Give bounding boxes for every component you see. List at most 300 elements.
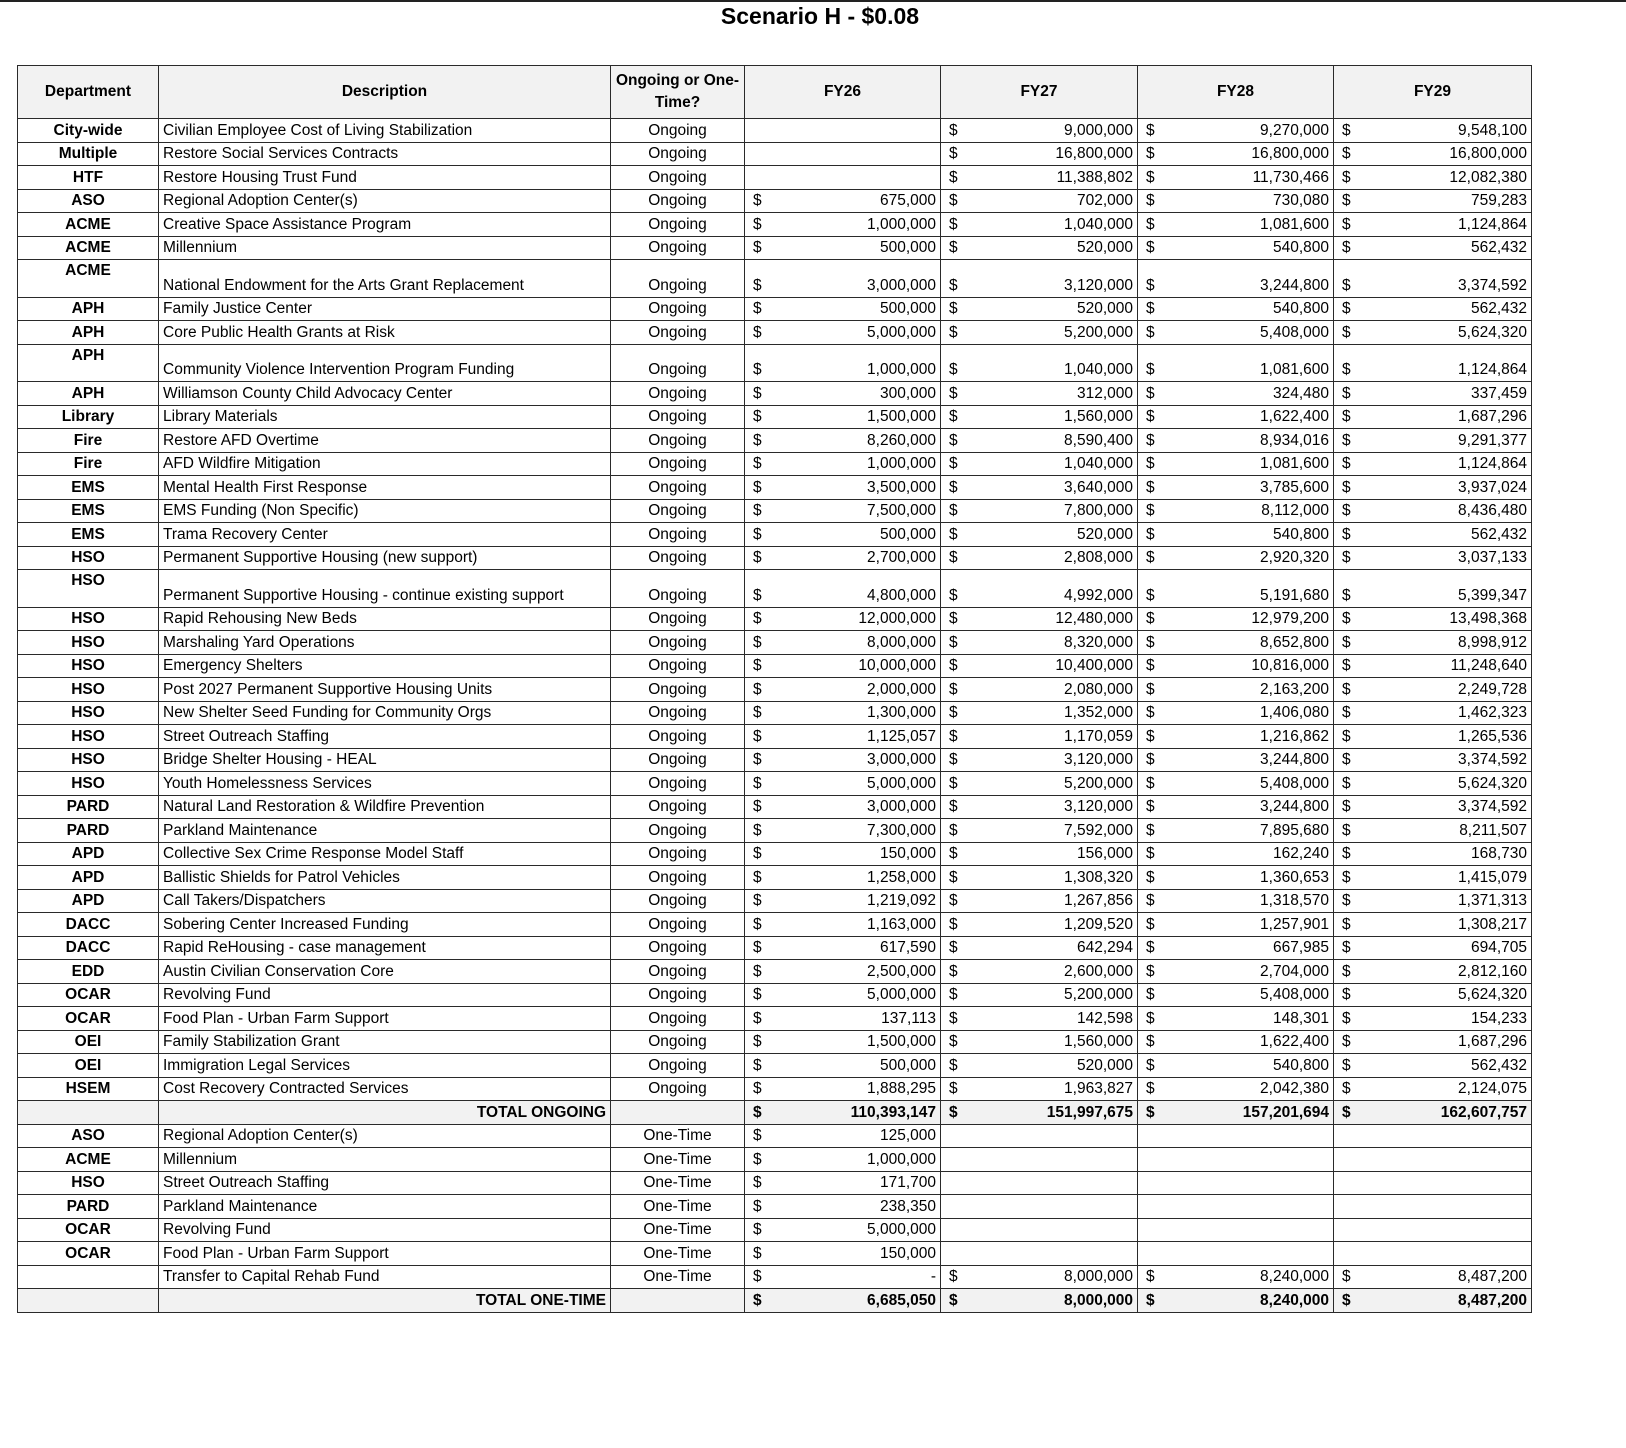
currency-symbol: $ bbox=[1146, 892, 1155, 909]
fy27-cell bbox=[941, 701, 1138, 725]
table-row bbox=[18, 701, 1532, 725]
currency-symbol: $ bbox=[949, 239, 958, 256]
currency-symbol: $ bbox=[1146, 1080, 1155, 1097]
currency-symbol: $ bbox=[949, 798, 958, 815]
currency-symbol: $ bbox=[1146, 323, 1155, 341]
fy29-cell bbox=[1334, 772, 1532, 796]
fy27-cell bbox=[941, 819, 1138, 843]
type-cell: One-Time bbox=[611, 1242, 745, 1266]
fy26-cell bbox=[745, 819, 941, 843]
description-cell: Emergency Shelters bbox=[159, 654, 611, 678]
fy27-value: 7,800,000 bbox=[1064, 502, 1133, 519]
currency-symbol: $ bbox=[949, 361, 958, 378]
currency-symbol: $ bbox=[1146, 962, 1155, 980]
currency-symbol: $ bbox=[1146, 1291, 1155, 1309]
description-cell: Collective Sex Crime Response Model Staff bbox=[159, 842, 611, 866]
currency-symbol: $ bbox=[753, 431, 762, 449]
total-onetime-row bbox=[18, 1289, 1532, 1313]
fy29-value: 1,265,536 bbox=[1458, 727, 1527, 745]
fy26-value: 4,800,000 bbox=[867, 586, 936, 604]
fy29-value: 12,082,380 bbox=[1449, 168, 1527, 186]
currency-symbol: $ bbox=[753, 610, 762, 627]
description-cell: Mental Health First Response bbox=[159, 476, 611, 500]
description-cell: Regional Adoption Center(s) bbox=[159, 189, 611, 213]
fy26-cell bbox=[745, 213, 941, 237]
fy28-value: 10,816,000 bbox=[1251, 657, 1329, 674]
description-cell: Call Takers/Dispatchers bbox=[159, 889, 611, 913]
fy29-cell bbox=[1334, 523, 1532, 547]
currency-symbol: $ bbox=[1146, 192, 1155, 209]
currency-symbol: $ bbox=[1146, 986, 1155, 1003]
currency-symbol: $ bbox=[949, 939, 958, 956]
description-cell: AFD Wildfire Mitigation bbox=[159, 452, 611, 476]
fy27-cell bbox=[941, 260, 1138, 298]
currency-symbol: $ bbox=[753, 751, 762, 768]
department-cell: OCAR bbox=[18, 1007, 159, 1031]
department-cell: PARD bbox=[18, 819, 159, 843]
currency-symbol: $ bbox=[1342, 821, 1351, 839]
type-cell: Ongoing bbox=[611, 570, 745, 608]
fy27-cell bbox=[941, 748, 1138, 772]
currency-symbol: $ bbox=[949, 192, 958, 209]
fy26-value: 7,300,000 bbox=[867, 821, 936, 839]
currency-symbol: $ bbox=[1146, 727, 1155, 745]
currency-symbol: $ bbox=[1146, 431, 1155, 449]
fy27-cell bbox=[941, 166, 1138, 190]
fy28-value: 1,406,080 bbox=[1260, 704, 1329, 721]
fy26-value: 5,000,000 bbox=[867, 774, 936, 792]
description-cell: Permanent Supportive Housing - continue existing support bbox=[159, 570, 611, 608]
currency-symbol: $ bbox=[1342, 168, 1351, 186]
currency-symbol: $ bbox=[1342, 431, 1351, 449]
fy29-cell bbox=[1334, 119, 1532, 143]
fy28-value: 148,301 bbox=[1272, 1009, 1329, 1027]
description-cell: Millennium bbox=[159, 236, 611, 260]
table-row bbox=[18, 260, 1532, 298]
fy28-cell bbox=[1138, 1242, 1334, 1266]
fy27-cell bbox=[941, 297, 1138, 321]
type-cell: Ongoing bbox=[611, 889, 745, 913]
fy28-value: 1,081,600 bbox=[1260, 215, 1329, 233]
department-cell: APD bbox=[18, 889, 159, 913]
fy29-cell bbox=[1334, 429, 1532, 453]
fy28-value: 1,257,901 bbox=[1260, 915, 1329, 933]
fy28-value: 5,408,000 bbox=[1260, 774, 1329, 792]
fy27-value: 1,040,000 bbox=[1064, 361, 1133, 378]
department-cell: APH bbox=[18, 344, 159, 382]
fy29-value: 3,374,592 bbox=[1458, 751, 1527, 768]
currency-symbol: $ bbox=[753, 549, 762, 566]
fy28-value: 1,081,600 bbox=[1260, 361, 1329, 378]
currency-symbol: $ bbox=[1146, 455, 1155, 472]
fy29-value: 8,998,912 bbox=[1458, 633, 1527, 651]
fy26-value: 125,000 bbox=[879, 1127, 936, 1144]
currency-symbol: $ bbox=[753, 915, 762, 933]
fy29-cell bbox=[1334, 1242, 1532, 1266]
fy27-cell bbox=[941, 523, 1138, 547]
fy28-cell bbox=[1138, 142, 1334, 166]
fy29-value: 3,374,592 bbox=[1458, 276, 1527, 294]
total-label: TOTAL ONGOING bbox=[159, 1101, 611, 1125]
currency-symbol: $ bbox=[1146, 633, 1155, 651]
table-row bbox=[18, 213, 1532, 237]
currency-symbol: $ bbox=[1342, 1268, 1351, 1285]
description-cell: Ballistic Shields for Patrol Vehicles bbox=[159, 866, 611, 890]
currency-symbol: $ bbox=[1146, 680, 1155, 698]
department-cell: EMS bbox=[18, 476, 159, 500]
fy29-value: 1,124,864 bbox=[1458, 215, 1527, 233]
currency-symbol: $ bbox=[1342, 633, 1351, 651]
fy28-value: 8,652,800 bbox=[1260, 633, 1329, 651]
currency-symbol: $ bbox=[753, 1056, 762, 1074]
fy29-cell bbox=[1334, 405, 1532, 429]
description-cell: Civilian Employee Cost of Living Stabilization bbox=[159, 119, 611, 143]
type-cell: Ongoing bbox=[611, 983, 745, 1007]
table-row bbox=[18, 321, 1532, 345]
fy27-cell bbox=[941, 476, 1138, 500]
currency-symbol: $ bbox=[1146, 821, 1155, 839]
department-cell: ASO bbox=[18, 1124, 159, 1148]
fy29-cell bbox=[1334, 1195, 1532, 1219]
description-cell: Rapid Rehousing New Beds bbox=[159, 607, 611, 631]
fy26-value: 3,500,000 bbox=[867, 478, 936, 496]
currency-symbol: $ bbox=[1342, 361, 1351, 378]
fy29-cell bbox=[1334, 983, 1532, 1007]
currency-symbol: $ bbox=[1342, 300, 1351, 317]
fy28-cell bbox=[1138, 748, 1334, 772]
currency-symbol: $ bbox=[1342, 323, 1351, 341]
fy27-value: 642,294 bbox=[1076, 939, 1133, 956]
department-cell: HSO bbox=[18, 772, 159, 796]
description-cell: Cost Recovery Contracted Services bbox=[159, 1077, 611, 1101]
fy29-value: 13,498,368 bbox=[1449, 610, 1527, 627]
fy29-value: 1,415,079 bbox=[1458, 868, 1527, 886]
currency-symbol: $ bbox=[949, 1080, 958, 1097]
currency-symbol: $ bbox=[1342, 1009, 1351, 1027]
description-cell: Family Stabilization Grant bbox=[159, 1030, 611, 1054]
description-cell: Immigration Legal Services bbox=[159, 1054, 611, 1078]
currency-symbol: $ bbox=[1146, 525, 1155, 543]
fy29-value: 16,800,000 bbox=[1449, 145, 1527, 162]
header-fy27: FY27 bbox=[941, 66, 1138, 119]
department-cell: HSO bbox=[18, 725, 159, 749]
currency-symbol: $ bbox=[1342, 239, 1351, 256]
description-cell: Library Materials bbox=[159, 405, 611, 429]
table-row bbox=[18, 748, 1532, 772]
total-label: TOTAL ONE-TIME bbox=[159, 1289, 611, 1313]
fy27-value: 2,080,000 bbox=[1064, 680, 1133, 698]
department-cell: Multiple bbox=[18, 142, 159, 166]
fy29-cell bbox=[1334, 725, 1532, 749]
type-cell: Ongoing bbox=[611, 476, 745, 500]
department-cell: ACME bbox=[18, 236, 159, 260]
currency-symbol: $ bbox=[949, 751, 958, 768]
fy29-value: 694,705 bbox=[1470, 939, 1527, 956]
fy26-cell bbox=[745, 983, 941, 1007]
currency-symbol: $ bbox=[1342, 145, 1351, 162]
fy26-value: 1,258,000 bbox=[867, 868, 936, 886]
fy26-value: 10,000,000 bbox=[858, 657, 936, 674]
currency-symbol: $ bbox=[753, 1244, 762, 1262]
fy29-cell bbox=[1334, 819, 1532, 843]
fy27-value: 8,320,000 bbox=[1064, 633, 1133, 651]
fy28-cell bbox=[1138, 570, 1334, 608]
fy28-cell bbox=[1138, 1054, 1334, 1078]
fy26-cell bbox=[745, 570, 941, 608]
description-cell: Core Public Health Grants at Risk bbox=[159, 321, 611, 345]
currency-symbol: $ bbox=[753, 300, 762, 317]
currency-symbol: $ bbox=[949, 1103, 958, 1121]
fy28-cell bbox=[1138, 429, 1334, 453]
currency-symbol: $ bbox=[753, 798, 762, 815]
fy26-value: 12,000,000 bbox=[858, 610, 936, 627]
currency-symbol: $ bbox=[753, 478, 762, 496]
table-body bbox=[18, 119, 1532, 1313]
fy26-value: 7,500,000 bbox=[867, 502, 936, 519]
fy28-cell bbox=[1138, 772, 1334, 796]
table-row bbox=[18, 166, 1532, 190]
fy26-value: 1,000,000 bbox=[867, 1150, 936, 1168]
fy27-value: 2,600,000 bbox=[1064, 962, 1133, 980]
department-cell: HSO bbox=[18, 607, 159, 631]
fy28-value: 667,985 bbox=[1272, 939, 1329, 956]
fy26-cell bbox=[745, 452, 941, 476]
fy26-cell bbox=[745, 523, 941, 547]
currency-symbol: $ bbox=[949, 549, 958, 566]
type-cell: Ongoing bbox=[611, 523, 745, 547]
currency-symbol: $ bbox=[949, 1056, 958, 1074]
fy28-value: 16,800,000 bbox=[1251, 145, 1329, 162]
fy28-value: 1,622,400 bbox=[1260, 408, 1329, 425]
fy27-cell bbox=[941, 546, 1138, 570]
table-row bbox=[18, 297, 1532, 321]
department-cell: HSO bbox=[18, 654, 159, 678]
fy28-cell bbox=[1138, 701, 1334, 725]
department-cell: HSO bbox=[18, 631, 159, 655]
header-type: Ongoing or One-Time? bbox=[611, 66, 745, 119]
fy29-value: 11,248,640 bbox=[1450, 657, 1527, 674]
fy28-cell bbox=[1138, 546, 1334, 570]
currency-symbol: $ bbox=[1146, 1033, 1155, 1050]
type-cell: Ongoing bbox=[611, 819, 745, 843]
fy27-cell bbox=[941, 1242, 1138, 1266]
currency-symbol: $ bbox=[753, 939, 762, 956]
type-cell: Ongoing bbox=[611, 1030, 745, 1054]
fy26-value: 3,000,000 bbox=[867, 798, 936, 815]
fy29-cell bbox=[1334, 142, 1532, 166]
fy27-value: 312,000 bbox=[1076, 384, 1133, 402]
fy26-value: 500,000 bbox=[879, 525, 936, 543]
description-cell: Parkland Maintenance bbox=[159, 819, 611, 843]
fy26-value: 2,700,000 bbox=[867, 549, 936, 566]
fy26-value: 500,000 bbox=[879, 300, 936, 317]
fy29-value: 168,730 bbox=[1470, 845, 1527, 862]
fy29-cell bbox=[1334, 260, 1532, 298]
fy26-value: 5,000,000 bbox=[867, 323, 936, 341]
type-cell: One-Time bbox=[611, 1265, 745, 1289]
fy27-value: 8,000,000 bbox=[1064, 1291, 1133, 1309]
header-description: Description bbox=[159, 66, 611, 119]
fy28-cell bbox=[1138, 1124, 1334, 1148]
type-cell: Ongoing bbox=[611, 321, 745, 345]
fy27-cell bbox=[941, 772, 1138, 796]
table-row bbox=[18, 983, 1532, 1007]
currency-symbol: $ bbox=[753, 633, 762, 651]
fy27-value: 3,640,000 bbox=[1064, 478, 1133, 496]
currency-symbol: $ bbox=[753, 384, 762, 402]
fy26-cell bbox=[745, 725, 941, 749]
fy27-value: 16,800,000 bbox=[1055, 145, 1133, 162]
fy28-value: 3,244,800 bbox=[1260, 276, 1329, 294]
table-row bbox=[18, 1195, 1532, 1219]
department-cell: OCAR bbox=[18, 1242, 159, 1266]
fy26-cell bbox=[745, 142, 941, 166]
fy29-cell bbox=[1334, 631, 1532, 655]
fy26-cell bbox=[745, 1054, 941, 1078]
fy26-value: 5,000,000 bbox=[867, 986, 936, 1003]
fy29-value: 8,487,200 bbox=[1458, 1268, 1527, 1285]
department-cell: APH bbox=[18, 297, 159, 321]
fy29-value: 337,459 bbox=[1470, 384, 1527, 402]
fy28-value: 12,979,200 bbox=[1251, 610, 1329, 627]
description-cell: Food Plan - Urban Farm Support bbox=[159, 1007, 611, 1031]
fy26-value: 5,000,000 bbox=[867, 1221, 936, 1238]
description-cell: Trama Recovery Center bbox=[159, 523, 611, 547]
fy29-value: 9,291,377 bbox=[1458, 431, 1527, 449]
fy27-value: 12,480,000 bbox=[1055, 610, 1133, 627]
fy29-cell bbox=[1334, 1218, 1532, 1242]
currency-symbol: $ bbox=[1146, 845, 1155, 862]
fy26-value: 150,000 bbox=[879, 1244, 936, 1262]
fy26-cell bbox=[745, 889, 941, 913]
description-cell: Family Justice Center bbox=[159, 297, 611, 321]
fy26-cell bbox=[745, 236, 941, 260]
table-row bbox=[18, 866, 1532, 890]
fy26-cell bbox=[745, 1124, 941, 1148]
fy27-cell bbox=[941, 1054, 1138, 1078]
currency-symbol: $ bbox=[753, 276, 762, 294]
table-row bbox=[18, 654, 1532, 678]
table-row bbox=[18, 960, 1532, 984]
fy26-value: 500,000 bbox=[879, 1056, 936, 1074]
fy29-value: 5,624,320 bbox=[1458, 774, 1527, 792]
department-cell: Library bbox=[18, 405, 159, 429]
fy28-value: 2,042,380 bbox=[1260, 1080, 1329, 1097]
description-cell: Revolving Fund bbox=[159, 983, 611, 1007]
currency-symbol: $ bbox=[753, 502, 762, 519]
fy26-cell bbox=[745, 607, 941, 631]
department-cell: HSO bbox=[18, 701, 159, 725]
currency-symbol: $ bbox=[753, 1080, 762, 1097]
currency-symbol: $ bbox=[1342, 525, 1351, 543]
fy26-value: 1,125,057 bbox=[867, 727, 936, 745]
fy26-value: 8,260,000 bbox=[867, 431, 936, 449]
fy29-value: 1,687,296 bbox=[1458, 408, 1527, 425]
fy27-cell bbox=[941, 631, 1138, 655]
fy26-value: 2,500,000 bbox=[867, 962, 936, 980]
currency-symbol: $ bbox=[949, 610, 958, 627]
table-row bbox=[18, 499, 1532, 523]
fy27-value: 520,000 bbox=[1076, 300, 1133, 317]
fy26-cell bbox=[745, 189, 941, 213]
currency-symbol: $ bbox=[1146, 610, 1155, 627]
type-cell: Ongoing bbox=[611, 701, 745, 725]
fy28-value: 3,244,800 bbox=[1260, 751, 1329, 768]
department-cell: DACC bbox=[18, 936, 159, 960]
currency-symbol: $ bbox=[1342, 892, 1351, 909]
header-fy28: FY28 bbox=[1138, 66, 1334, 119]
fy27-cell bbox=[941, 795, 1138, 819]
fy27-cell bbox=[941, 960, 1138, 984]
total-fy28-cell bbox=[1138, 1289, 1334, 1313]
currency-symbol: $ bbox=[1146, 168, 1155, 186]
currency-symbol: $ bbox=[949, 680, 958, 698]
currency-symbol: $ bbox=[1342, 455, 1351, 472]
department-cell: City-wide bbox=[18, 119, 159, 143]
fy28-cell bbox=[1138, 297, 1334, 321]
description-cell: Austin Civilian Conservation Core bbox=[159, 960, 611, 984]
currency-symbol: $ bbox=[949, 915, 958, 933]
currency-symbol: $ bbox=[1146, 121, 1155, 139]
type-cell: Ongoing bbox=[611, 142, 745, 166]
fy27-cell bbox=[941, 499, 1138, 523]
department-cell: HSO bbox=[18, 570, 159, 608]
currency-symbol: $ bbox=[753, 986, 762, 1003]
fy29-cell bbox=[1334, 236, 1532, 260]
department-cell: OEI bbox=[18, 1030, 159, 1054]
department-cell: APD bbox=[18, 866, 159, 890]
fy28-cell bbox=[1138, 913, 1334, 937]
fy29-value: 1,308,217 bbox=[1458, 915, 1527, 933]
currency-symbol: $ bbox=[753, 361, 762, 378]
fy27-value: 702,000 bbox=[1076, 192, 1133, 209]
currency-symbol: $ bbox=[753, 586, 762, 604]
currency-symbol: $ bbox=[1342, 845, 1351, 862]
currency-symbol: $ bbox=[1146, 408, 1155, 425]
type-cell: Ongoing bbox=[611, 607, 745, 631]
fy28-value: 1,360,653 bbox=[1260, 868, 1329, 886]
description-cell: Parkland Maintenance bbox=[159, 1195, 611, 1219]
fy27-value: 520,000 bbox=[1076, 1056, 1133, 1074]
table-row bbox=[18, 189, 1532, 213]
table-row bbox=[18, 1265, 1532, 1289]
fy28-value: 162,240 bbox=[1272, 845, 1329, 862]
currency-symbol: $ bbox=[949, 657, 958, 674]
fy29-cell bbox=[1334, 1124, 1532, 1148]
fy26-value: 2,000,000 bbox=[867, 680, 936, 698]
department-cell: DACC bbox=[18, 913, 159, 937]
fy28-value: 540,800 bbox=[1272, 300, 1329, 317]
type-cell: Ongoing bbox=[611, 382, 745, 406]
budget-table bbox=[17, 65, 1532, 1313]
fy28-cell bbox=[1138, 166, 1334, 190]
fy27-cell bbox=[941, 725, 1138, 749]
department-cell: HTF bbox=[18, 166, 159, 190]
fy29-value: 8,211,507 bbox=[1459, 821, 1527, 839]
fy28-cell bbox=[1138, 960, 1334, 984]
fy27-cell bbox=[941, 654, 1138, 678]
currency-symbol: $ bbox=[949, 121, 958, 139]
fy26-cell bbox=[745, 499, 941, 523]
fy28-cell bbox=[1138, 1030, 1334, 1054]
fy26-cell bbox=[745, 678, 941, 702]
fy28-cell bbox=[1138, 1265, 1334, 1289]
type-cell: Ongoing bbox=[611, 546, 745, 570]
table-row bbox=[18, 382, 1532, 406]
fy27-cell bbox=[941, 570, 1138, 608]
description-cell: Williamson County Child Advocacy Center bbox=[159, 382, 611, 406]
fy27-cell bbox=[941, 321, 1138, 345]
